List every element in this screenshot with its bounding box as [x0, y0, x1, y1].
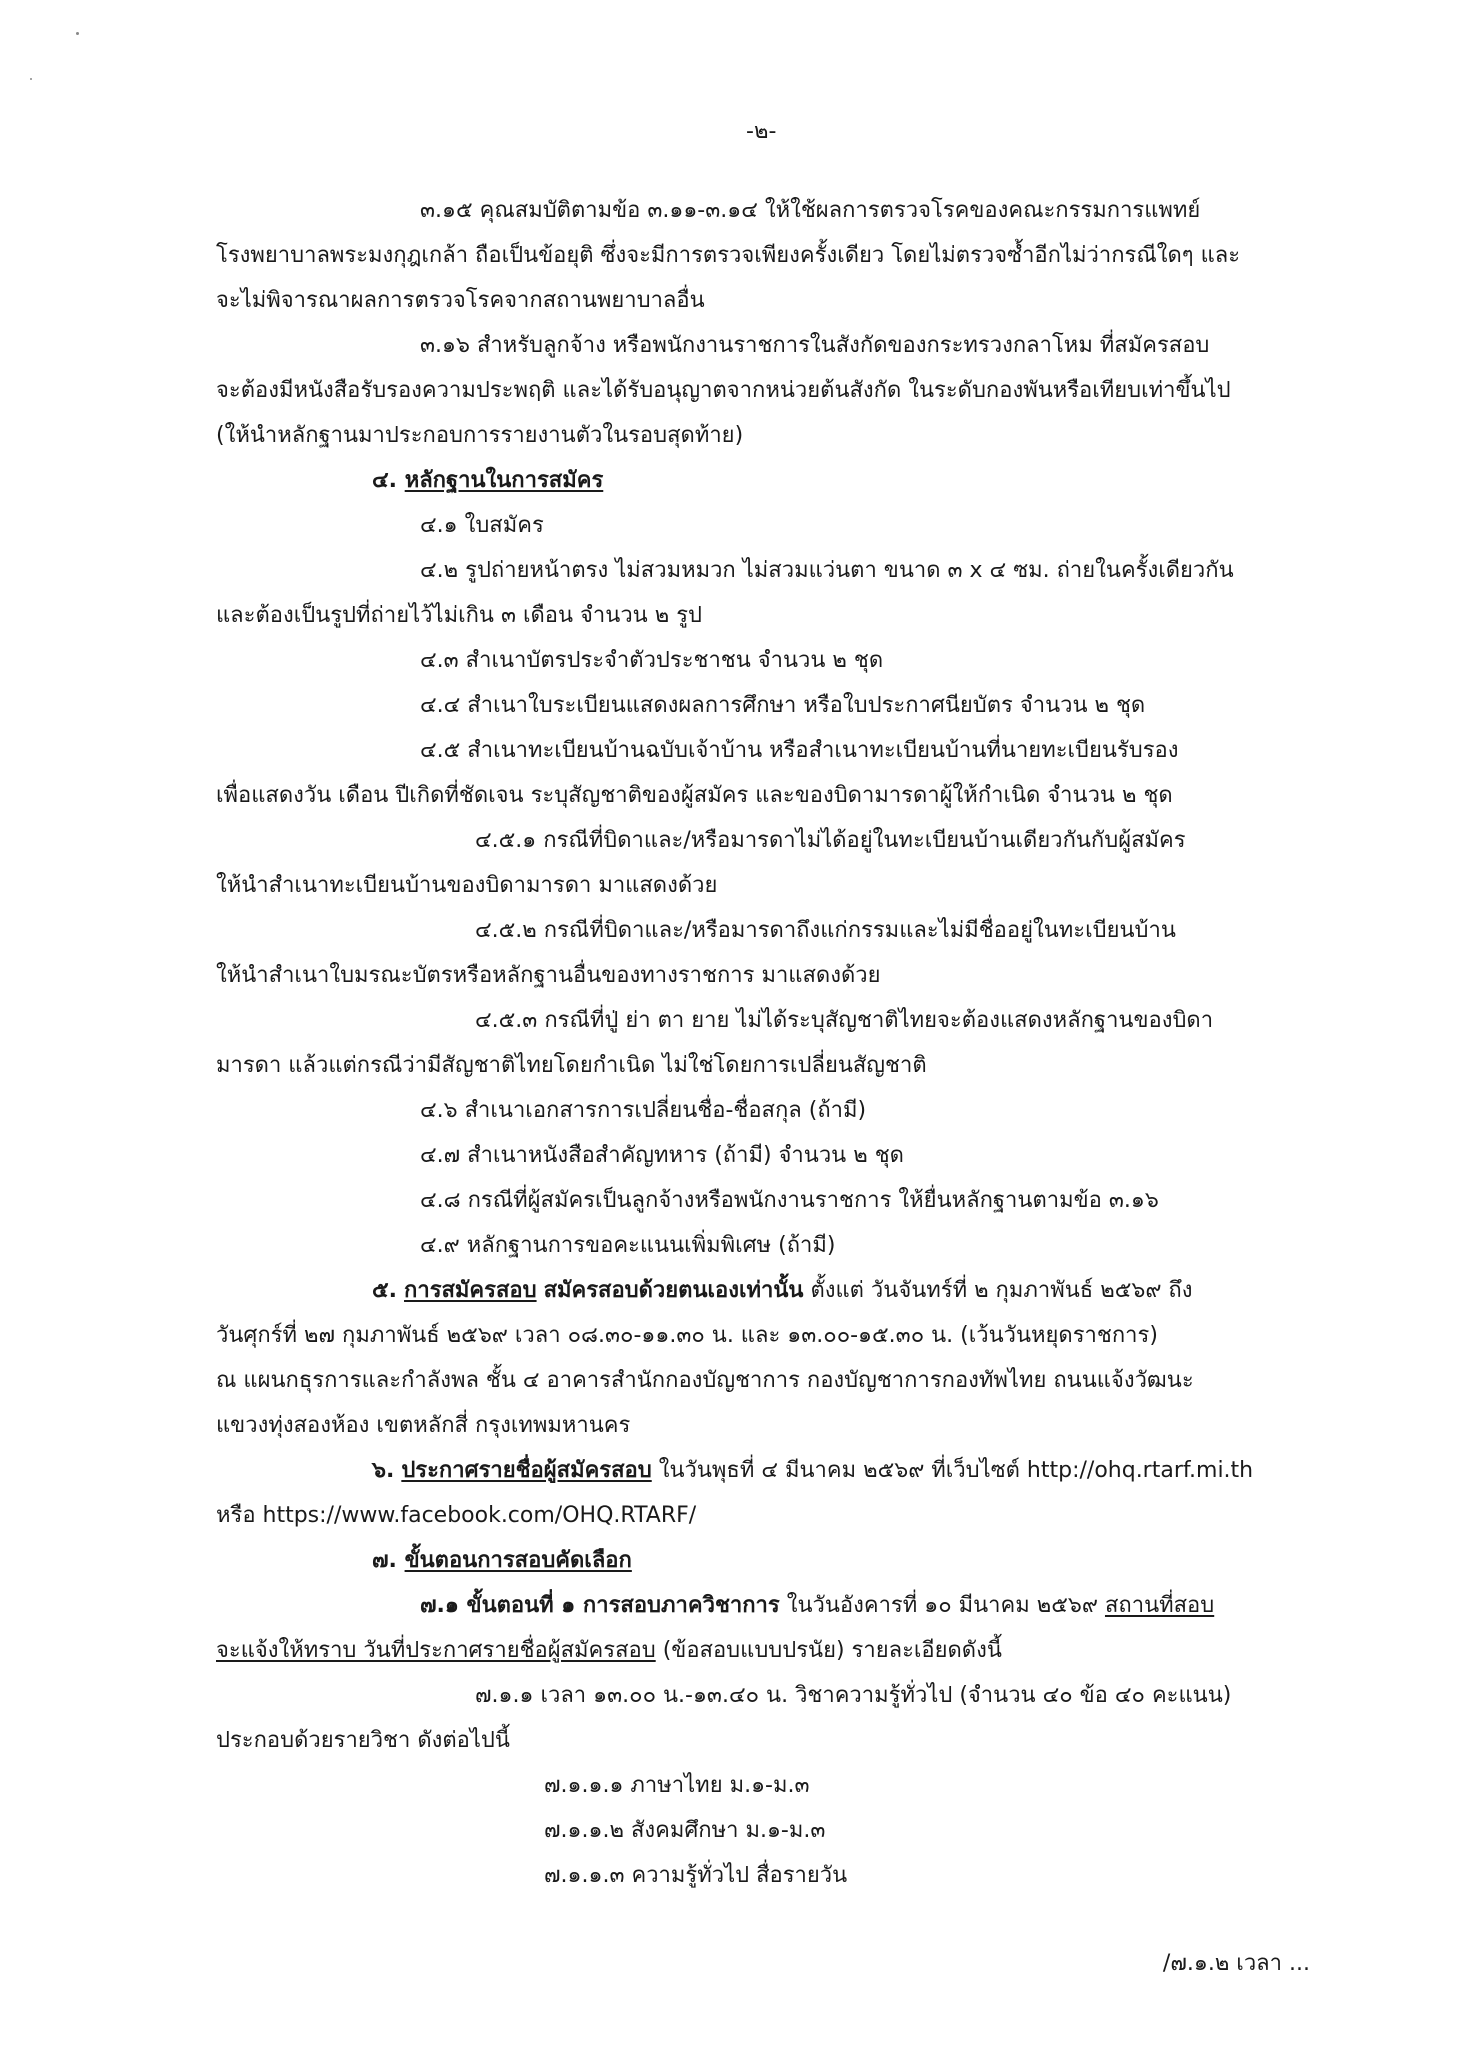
- clause-3-16-cont-2: (ให้นำหลักฐานมาประกอบการรายงานตัวในรอบสุดท้าย): [216, 423, 744, 448]
- section-6-title: ประกาศรายชื่อผู้สมัครสอบ: [401, 1458, 652, 1483]
- item-7-1-date: ในวันอังคารที่ ๑๐ มีนาคม ๒๕๖๙: [786, 1593, 1098, 1618]
- section-5-cont-2: ณ แผนกธุรการและกำลังพล ชั้น ๔ อาคารสำนักกองบัญชาการ กองบัญชาการกองทัพไทย ถนนแจ้งวัฒนะ: [216, 1368, 1194, 1393]
- section-5-title: การสมัครสอบ: [404, 1278, 537, 1303]
- clause-3-15-cont-2: จะไม่พิจารณาผลการตรวจโรคจากสถานพยาบาลอื่น: [216, 288, 705, 313]
- section-7-heading: [372, 1546, 632, 1576]
- page-number: -๒-: [746, 119, 777, 144]
- item-4-2-cont: และต้องเป็นรูปที่ถ่ายไว้ไม่เกิน ๓ เดือน จำนวน ๒ รูป: [216, 603, 702, 628]
- section-5-emphasis: สมัครสอบด้วยตนเองเท่านั้น: [543, 1278, 804, 1303]
- item-4-1: ๔.๑ ใบสมัคร: [420, 513, 544, 538]
- item-7-1-venue-cont: จะแจ้งให้ทราบ วันที่ประกาศรายชื่อผู้สมัครสอบ: [216, 1638, 656, 1663]
- scan-speck: [30, 78, 32, 80]
- item-4-5-1-cont: ให้นำสำเนาทะเบียนบ้านของบิดามารดา มาแสดงด้วย: [216, 873, 718, 898]
- item-4-5-1: ๔.๕.๑ กรณีที่บิดาและ/หรือมารดาไม่ได้อยู่ในทะเบียนบ้านเดียวกันกับผู้สมัคร: [475, 828, 1186, 853]
- section-5-number: ๕.: [372, 1278, 398, 1303]
- section-5-heading: [372, 1276, 1192, 1306]
- item-4-5-2-cont: ให้นำสำเนาใบมรณะบัตรหรือหลักฐานอื่นของทางราชการ มาแสดงด้วย: [216, 963, 881, 988]
- section-5-cont-3: แขวงทุ่งสองห้อง เขตหลักสี่ กรุงเทพมหานคร: [216, 1413, 631, 1438]
- scan-speck: [76, 32, 79, 35]
- item-7-1: [420, 1591, 1214, 1621]
- item-4-3: ๔.๓ สำเนาบัตรประจำตัวประชาชน จำนวน ๒ ชุด: [420, 648, 884, 673]
- continuation-marker: /๗.๑.๒ เวลา ...: [1162, 1951, 1310, 1976]
- item-4-6: ๔.๖ สำเนาเอกสารการเปลี่ยนชื่อ-ชื่อสกุล (ถ้ามี): [420, 1098, 867, 1123]
- section-4-heading: [372, 466, 603, 496]
- section-4-title: หลักฐานในการสมัคร: [404, 468, 604, 493]
- item-4-8: ๔.๘ กรณีที่ผู้สมัครเป็นลูกจ้างหรือพนักงานราชการ ให้ยื่นหลักฐานตามข้อ ๓.๑๖: [420, 1188, 1159, 1213]
- section-5-text: ตั้งแต่ วันจันทร์ที่ ๒ กุมภาพันธ์ ๒๕๖๙ ถึง: [810, 1278, 1193, 1303]
- clause-3-16-cont-1: จะต้องมีหนังสือรับรองความประพฤติ และได้รับอนุญาตจากหน่วยต้นสังกัด ในระดับกองพันหรือเทียบเท่าขึ้นไป: [216, 378, 1231, 403]
- section-6-cont: หรือ https://www.facebook.com/OHQ.RTARF/: [216, 1503, 697, 1528]
- item-7-1-1-cont: ประกอบด้วยรายวิชา ดังต่อไปนี้: [216, 1728, 510, 1753]
- item-7-1-1-3: ๗.๑.๑.๓ ความรู้ทั่วไป สื่อรายวัน: [544, 1863, 848, 1888]
- item-4-5: ๔.๕ สำเนาทะเบียนบ้านฉบับเจ้าบ้าน หรือสำเนาทะเบียนบ้านที่นายทะเบียนรับรอง: [420, 738, 1179, 763]
- clause-3-15-cont-1: โรงพยาบาลพระมงกุฎเกล้า ถือเป็นข้อยุติ ซึ่งจะมีการตรวจเพียงครั้งเดียว โดยไม่ตรวจซ้ำอีกไม่ว่ากรณีใดๆ และ: [216, 243, 1241, 268]
- item-4-2: ๔.๒ รูปถ่ายหน้าตรง ไม่สวมหมวก ไม่สวมแว่นตา ขนาด ๓ x ๔ ซม. ถ่ายในครั้งเดียวกัน: [420, 558, 1234, 583]
- section-4-number: ๔.: [372, 468, 398, 493]
- item-4-5-2: ๔.๕.๒ กรณีที่บิดาและ/หรือมารดาถึงแก่กรรมและไม่มีชื่ออยู่ในทะเบียนบ้าน: [475, 918, 1176, 943]
- clause-3-15: ๓.๑๕ คุณสมบัติตามข้อ ๓.๑๑-๓.๑๔ ให้ใช้ผลการตรวจโรคของคณะกรรมการแพทย์: [420, 198, 1201, 223]
- item-4-7: ๔.๗ สำเนาหนังสือสำคัญทหาร (ถ้ามี) จำนวน ๒ ชุด: [420, 1143, 904, 1168]
- section-6-text: ในวันพุธที่ ๔ มีนาคม ๒๕๖๙ ที่เว็บไซต์ http://ohq.rtarf.mi.th: [658, 1458, 1254, 1483]
- item-4-5-3-cont: มารดา แล้วแต่กรณีว่ามีสัญชาติไทยโดยกำเนิด ไม่ใช่โดยการเปลี่ยนสัญชาติ: [216, 1053, 927, 1078]
- section-6-heading: [372, 1456, 1253, 1486]
- section-5-cont-1: วันศุกร์ที่ ๒๗ กุมภาพันธ์ ๒๕๖๙ เวลา ๐๘.๓๐-๑๑.๓๐ น. และ ๑๓.๐๐-๑๕.๓๐ น. (เว้นวันหยุดราชการ): [216, 1323, 1158, 1348]
- item-7-1-title: ๗.๑ ขั้นตอนที่ ๑ การสอบภาควิชาการ: [420, 1593, 780, 1618]
- item-4-5-cont: เพื่อแสดงวัน เดือน ปีเกิดที่ชัดเจน ระบุสัญชาติของผู้สมัคร และของบิดามารดาผู้ให้กำเนิด จำนวน ๒ ชุด: [216, 783, 1173, 808]
- item-4-4: ๔.๔ สำเนาใบระเบียนแสดงผลการศึกษา หรือใบประกาศนียบัตร จำนวน ๒ ชุด: [420, 693, 1146, 718]
- item-7-1-1-1: ๗.๑.๑.๑ ภาษาไทย ม.๑-ม.๓: [544, 1773, 810, 1798]
- item-7-1-cont: [216, 1636, 1002, 1666]
- section-7-title: ขั้นตอนการสอบคัดเลือก: [404, 1548, 632, 1573]
- item-7-1-venue: สถานที่สอบ: [1104, 1593, 1215, 1618]
- item-7-1-1: ๗.๑.๑ เวลา ๑๓.๐๐ น.-๑๓.๔๐ น. วิชาความรู้ทั่วไป (จำนวน ๔๐ ข้อ ๔๐ คะแนน): [475, 1683, 1232, 1708]
- section-7-number: ๗.: [372, 1548, 397, 1573]
- item-4-9: ๔.๙ หลักฐานการขอคะแนนเพิ่มพิเศษ (ถ้ามี): [420, 1233, 836, 1258]
- item-7-1-format: (ข้อสอบแบบปรนัย) รายละเอียดดังนี้: [662, 1638, 1002, 1663]
- item-4-5-3: ๔.๕.๓ กรณีที่ปู่ ย่า ตา ยาย ไม่ได้ระบุสัญชาติไทยจะต้องแสดงหลักฐานของบิดา: [475, 1008, 1214, 1033]
- item-7-1-1-2: ๗.๑.๑.๒ สังคมศึกษา ม.๑-ม.๓: [544, 1818, 826, 1843]
- clause-3-16: ๓.๑๖ สำหรับลูกจ้าง หรือพนักงานราชการในสังกัดของกระทรวงกลาโหม ที่สมัครสอบ: [420, 333, 1210, 358]
- section-6-number: ๖.: [372, 1458, 395, 1483]
